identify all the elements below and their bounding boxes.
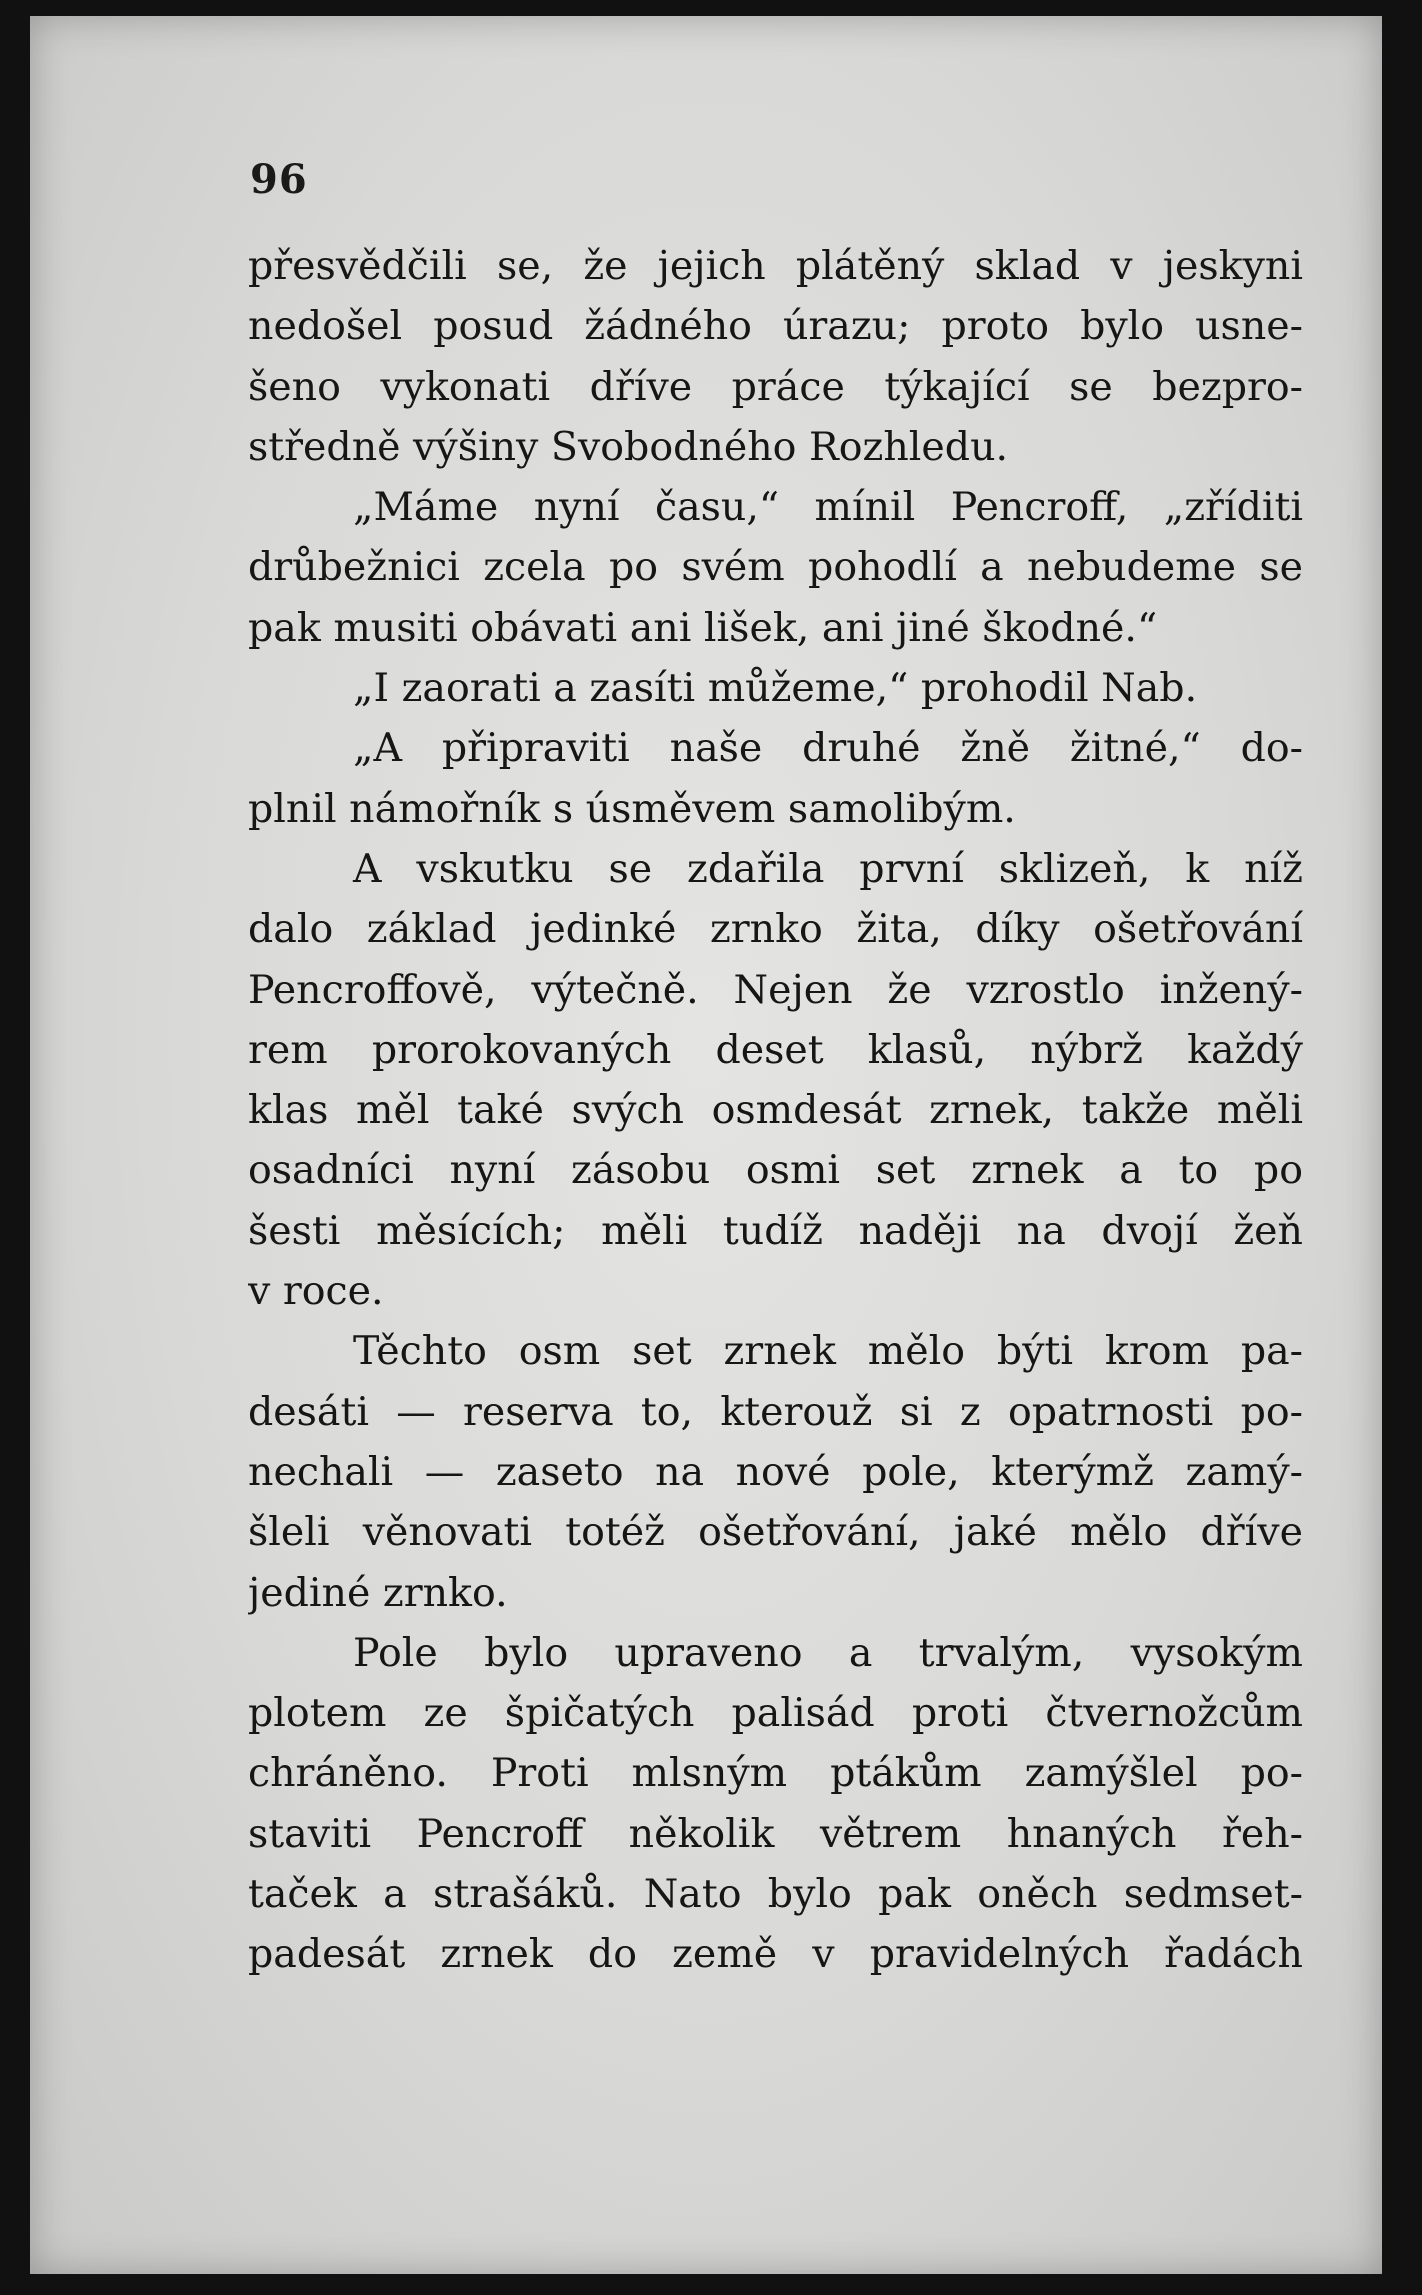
text-line: A vskutku se zdařila první sklizeň, k níž: [353, 845, 1303, 892]
text-line: chráněno. Proti mlsným ptákům zamýšlel po-: [248, 1750, 1303, 1797]
text-line: pak musiti obávati ani lišek, ani jiné škodné.“: [248, 604, 1158, 651]
text-line: šeno vykonati dříve práce týkající se bezpro-: [248, 363, 1303, 410]
page-number: 96: [250, 156, 308, 203]
text-line: dalo základ jedinké zrnko žita, díky ošetřování: [248, 906, 1303, 953]
text-line: v roce.: [248, 1268, 384, 1315]
text-line: desáti — reserva to, kterouž si z opatrnosti po-: [248, 1388, 1303, 1435]
text-line: „Máme nyní času,“ mínil Pencroff, „zříditi: [353, 484, 1303, 531]
text-line: osadníci nyní zásobu osmi set zrnek a to po: [248, 1147, 1303, 1194]
text-line: staviti Pencroff několik větrem hnaných řeh-: [248, 1810, 1303, 1857]
text-line: šleli věnovati totéž ošetřování, jaké mělo dříve: [248, 1509, 1303, 1556]
text-line: „A připraviti naše druhé žně žitné,“ do-: [353, 725, 1303, 772]
text-line: Pencroffově, výtečně. Nejen že vzrostlo inžený-: [248, 966, 1303, 1013]
book-page: [30, 16, 1382, 2274]
text-line: jediné zrnko.: [248, 1569, 508, 1616]
text-line: klas měl také svých osmdesát zrnek, takže měli: [248, 1087, 1303, 1134]
page-text: [248, 236, 1303, 1985]
text-line: přesvědčili se, že jejich plátěný sklad v jeskyni: [248, 243, 1303, 289]
text-line: Těchto osm set zrnek mělo býti krom pa-: [353, 1328, 1303, 1375]
text-line: plnil námořník s úsměvem samolibým.: [248, 785, 1016, 832]
text-line: drůbežnici zcela po svém pohodlí a nebudeme se: [248, 544, 1303, 591]
text-line: plotem ze špičatých palisád proti čtvernožcům: [248, 1690, 1303, 1737]
text-line: nechali — zaseto na nové pole, kterýmž zamý-: [248, 1448, 1303, 1495]
text-line: Pole bylo upraveno a trvalým, vysokým: [353, 1629, 1303, 1676]
text-line: „I zaorati a zasíti můžeme,“ prohodil Nab.: [353, 665, 1198, 712]
text-line: středně výšiny Svobodného Rozhledu.: [248, 423, 1009, 470]
text-line: rem prorokovaných deset klasů, nýbrž každý: [248, 1026, 1303, 1073]
text-line: šesti měsících; měli tudíž naději na dvojí žeň: [248, 1207, 1303, 1254]
text-line: taček a strašáků. Nato bylo pak oněch sedmset-: [248, 1871, 1303, 1918]
text-line: padesát zrnek do země v pravidelných řadách: [248, 1931, 1303, 1978]
text-line: nedošel posud žádného úrazu; proto bylo usne-: [248, 303, 1303, 350]
